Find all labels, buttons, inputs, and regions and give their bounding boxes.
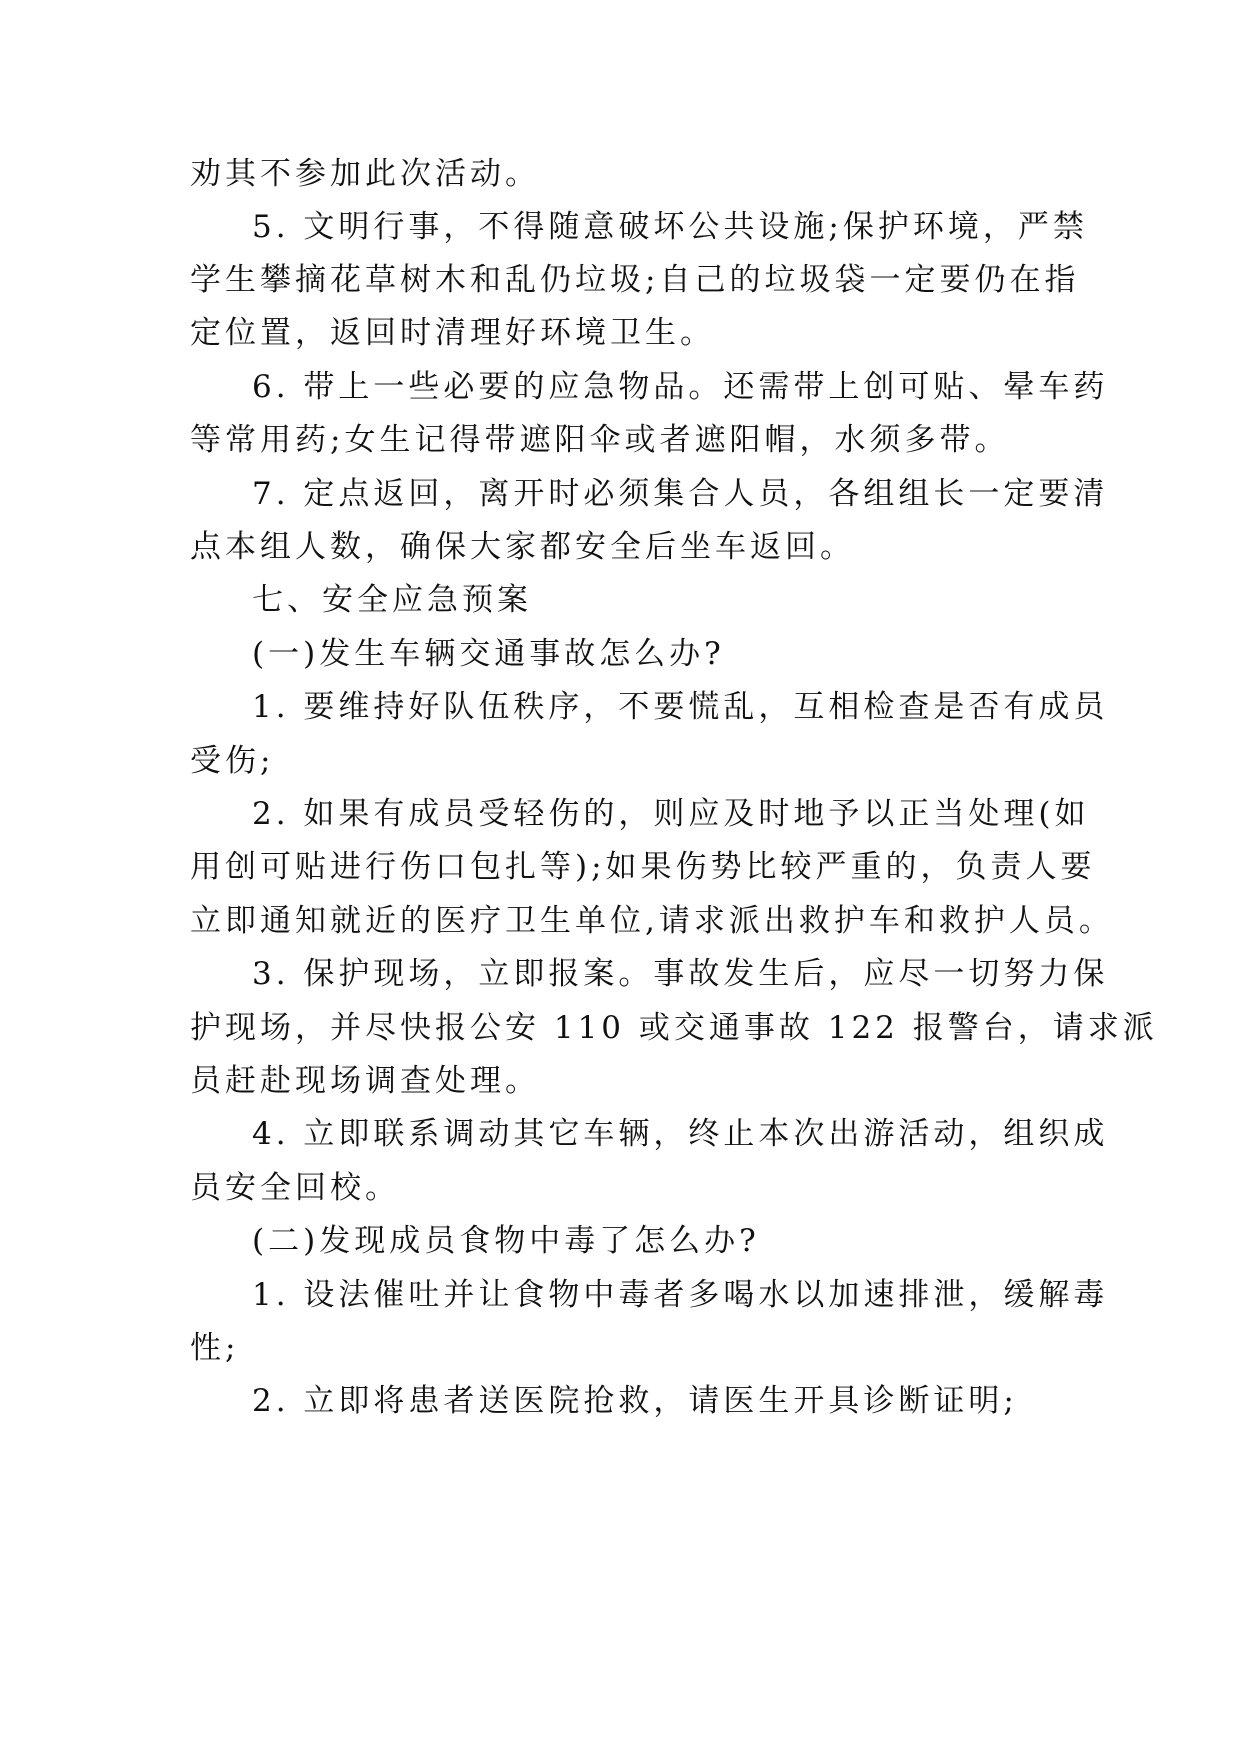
paragraph-line: 6. 带上一些必要的应急物品。还需带上创可贴、晕车药 — [252, 369, 1109, 405]
paragraph-line: 性; — [190, 1330, 240, 1366]
paragraph-line: 3. 保护现场，立即报案。事故发生后，应尽一切努力保 — [252, 956, 1109, 992]
section-heading: 七、安全应急预案 — [252, 582, 532, 618]
paragraph-line: 学生攀摘花草树木和乱仍垃圾;自己的垃圾袋一定要仍在指 — [190, 262, 1080, 298]
paragraph-line: 1. 设法催吐并让食物中毒者多喝水以加速排泄，缓解毒 — [252, 1277, 1109, 1313]
paragraph-line: 护现场，并尽快报公安 110 或交通事故 122 报警台，请求派 — [190, 1010, 1158, 1046]
paragraph-line: 7. 定点返回，离开时必须集合人员，各组组长一定要清 — [252, 476, 1109, 512]
paragraph-line: 点本组人数，确保大家都安全后坐车返回。 — [190, 529, 855, 565]
paragraph-line: 2. 立即将患者送医院抢救，请医生开具诊断证明; — [252, 1383, 1018, 1419]
paragraph-line: 受伤; — [190, 743, 275, 779]
paragraph-line: 员赶赴现场调查处理。 — [190, 1063, 540, 1099]
paragraph-line: 等常用药;女生记得带遮阳伞或者遮阳帽，水须多带。 — [190, 422, 1010, 458]
paragraph-line: 4. 立即联系调动其它车辆，终止本次出游活动，组织成 — [252, 1116, 1109, 1152]
paragraph-line: 立即通知就近的医疗卫生单位,请求派出救护车和救护人员。 — [190, 903, 1114, 939]
paragraph-line: 2. 如果有成员受轻伤的，则应及时地予以正当处理(如 — [252, 796, 1090, 832]
paragraph-line: 1. 要维持好队伍秩序，不要慌乱，互相检查是否有成员 — [252, 689, 1109, 725]
paragraph-line: 5. 文明行事，不得随意破坏公共设施;保护环境，严禁 — [252, 209, 1088, 245]
paragraph-line: 劝其不参加此次活动。 — [190, 156, 540, 192]
subsection-heading: (二)发现成员食物中毒了怎么办? — [252, 1223, 760, 1259]
subsection-heading: (一)发生车辆交通事故怎么办? — [252, 636, 725, 672]
paragraph-line: 定位置，返回时清理好环境卫生。 — [190, 315, 715, 351]
paragraph-line: 员安全回校。 — [190, 1170, 400, 1206]
paragraph-line: 用创可贴进行伤口包扎等);如果伤势比较严重的，负责人要 — [190, 849, 1096, 885]
